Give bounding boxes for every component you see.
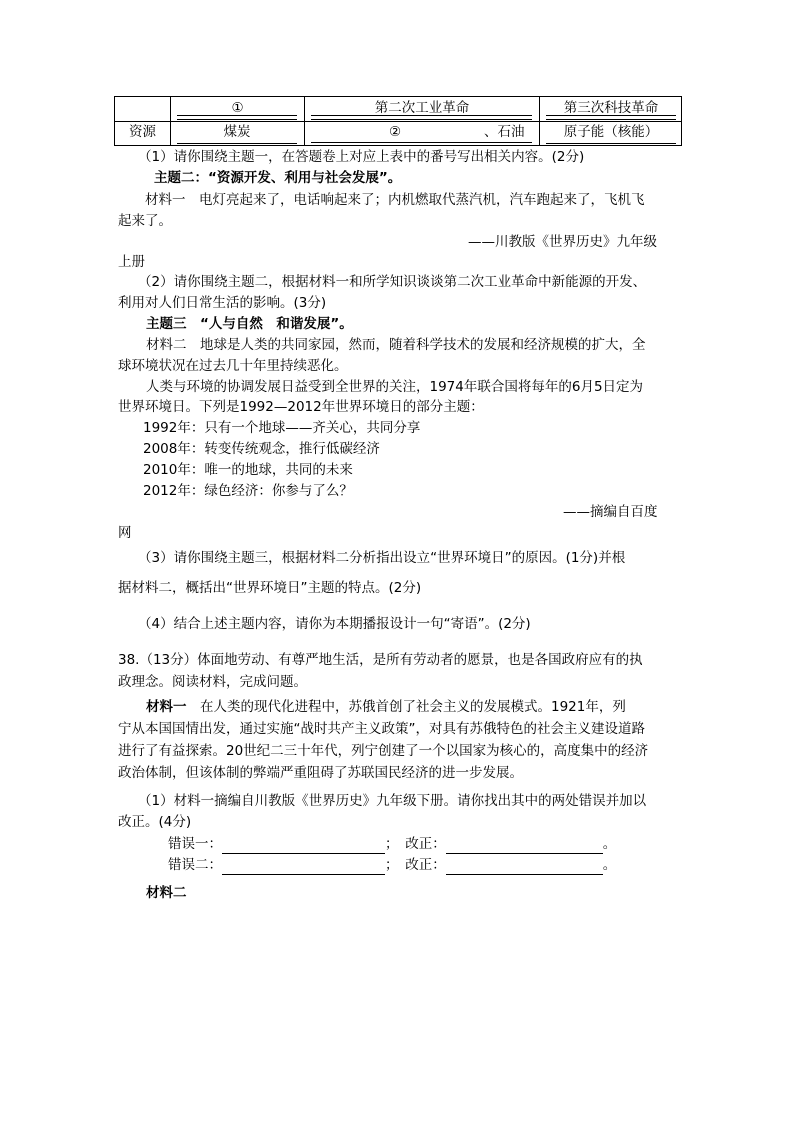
fix-1-blank[interactable] [446, 839, 603, 854]
question-4: （4）结合上述主题内容，请你为本期播报设计一句“寄语”。(2分) [138, 616, 531, 632]
material-38-line-4: 政治体制，但该体制的弊端严重阻碍了苏联国民经济的进一步发展。 [118, 765, 523, 781]
table-header-1: ① [231, 100, 244, 116]
question-3-line-1: （3）请你围绕主题三，根据材料二分析指出设立“世界环境日”的原因。(1分)并根 [138, 550, 626, 566]
material-2-line-3: 人类与环境的协调发展日益受到全世界的关注，1974年联合国将每年的6月5日定为 [146, 379, 644, 395]
material-1-line-2: 起来了。 [118, 213, 172, 229]
theme-3-title: 主题三 “人与自然 和谐发展”。 [146, 316, 353, 332]
table-row-label: 资源 [129, 124, 156, 140]
table-cell-coal: 煤炭 [177, 121, 297, 144]
material-1-source-cont: 上册 [118, 254, 145, 270]
error-2-blank[interactable] [222, 860, 385, 875]
error-1-row: 错误一： ； 改正： 。 [168, 836, 617, 852]
question-38-line-1: 38.（13分）体面地劳动、有尊严地生活，是所有劳动者的愿景，也是各国政府应有的执 [118, 652, 643, 668]
question-38-1-line-1: （1）材料一摘编自川教版《世界历史》九年级下册。请你找出其中的两处错误并加以 [138, 793, 647, 809]
question-2-line-2: 利用对人们日常生活的影响。(3分) [118, 295, 327, 311]
theme-1992: 1992年：只有一个地球——齐关心，共同分享 [143, 420, 421, 436]
fix-2-blank[interactable] [446, 860, 603, 875]
question-2-line-1: （2）请你围绕主题二，根据材料一和所学知识谈谈第二次工业革命中新能源的开发、 [138, 274, 647, 290]
material-2-line-1: 材料二 地球是人类的共同家园，然而，随着科学技术的发展和经济规模的扩大，全 [146, 337, 646, 353]
material-2-source: ——摘编自百度 [563, 504, 658, 520]
material-2-line-4: 世界环境日。下列是1992—2012年世界环境日的部分主题： [118, 399, 484, 415]
resource-table: ① 第二次工业革命 第三次科技革命 资源 煤炭 ② 、石油 原子能（核能） [114, 96, 682, 146]
material-38-label: 材料一 [146, 699, 187, 715]
theme-2012: 2012年：绿色经济：你参与了么？ [143, 483, 353, 499]
table-cell-nuclear: 原子能（核能） [546, 121, 676, 144]
material-38-line-1: 材料一 在人类的现代化进程中，苏俄首创了社会主义的发展模式。1921年，列 [146, 699, 626, 715]
error-1-blank[interactable] [222, 839, 385, 854]
material-2-line-2: 球环境状况在过去几十年里持续恶化。 [118, 358, 348, 374]
table-header-2: 第二次工业革命 [374, 100, 470, 116]
question-1: （1）请你围绕主题一，在答题卷上对应上表中的番号写出相关内容。(2分) [138, 149, 585, 165]
material-2-source-cont: 网 [118, 525, 132, 541]
table-header-3: 第三次科技革命 [563, 100, 659, 116]
material-38-2-label: 材料二 [146, 885, 187, 901]
material-38-line-3: 进行了有益探索。20世纪二三十年代，列宁创建了一个以国家为核心的，高度集中的经济 [118, 743, 649, 759]
theme-2008: 2008年：转变传统观念，推行低碳经济 [143, 441, 380, 457]
material-1-line-1: 材料一 电灯亮起来了，电话响起来了；内机燃取代蒸汽机，汽车跑起来了，飞机飞 [145, 192, 645, 208]
question-3-line-2: 据材料二，概括出“世界环境日”主题的特点。(2分) [118, 580, 422, 596]
theme-2010: 2010年：唯一的地球，共同的未来 [143, 462, 353, 478]
question-38-1-line-2: 改正。(4分) [118, 814, 192, 830]
question-38-line-2: 政理念。阅读材料，完成问题。 [118, 674, 307, 690]
material-1-source: ——川教版《世界历史》九年级 [468, 234, 657, 250]
error-2-row: 错误二： ； 改正： 。 [168, 857, 617, 873]
material-38-line-2: 宁从本国国情出发，通过实施“战时共产主义政策”，对具有苏俄特色的社会主义建设道路 [118, 721, 645, 737]
theme-2-title: 主题二：“资源开发、利用与社会发展”。 [154, 170, 402, 186]
